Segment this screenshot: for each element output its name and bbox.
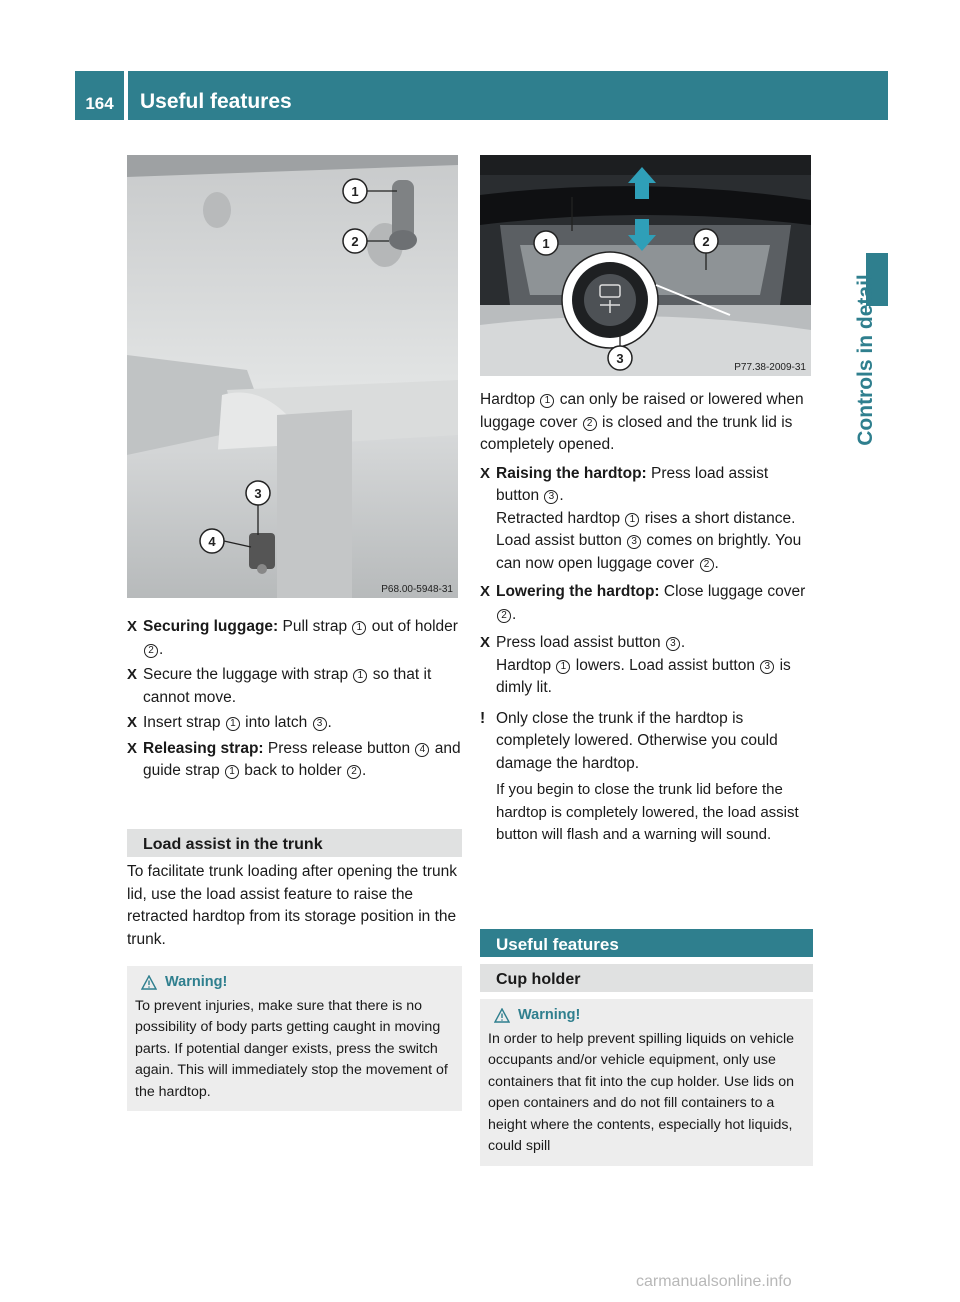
header-title: Useful features	[140, 90, 292, 113]
warning-text-left: To prevent injuries, make sure that there is no possibility of body parts getting caught in moving parts. If potential danger exists, press the switch again. This will immediately stop the movement of the hardtop.	[135, 997, 448, 1100]
callout-3: 3	[254, 486, 262, 501]
section-cup-holder: Cup holder	[480, 964, 813, 992]
section-load-assist: Load assist in the trunk	[127, 829, 462, 857]
right-lower-column	[480, 929, 813, 1166]
left-lower-column	[127, 829, 462, 1111]
note-trunk-close: ! Only close the trunk if the hardtop is completely lowered. Otherwise you could damage the hardtop. If you begin to close the trunk lid before the hardtop is completely lowered, the load assist button will flash and a warning will sound.	[480, 709, 799, 843]
right-column	[480, 389, 813, 847]
header-separator	[124, 71, 128, 120]
figure-code-left: P68.00-5948-31	[381, 584, 453, 595]
step-press-load-assist: X Press load assist button 3 . Hardtop 1 lowers. Load assist button 3 is dimly lit.	[480, 634, 791, 696]
note-mark: !	[480, 709, 486, 727]
hardtop-load-assist-photo	[480, 155, 811, 376]
warning-title-left: Warning!	[165, 974, 228, 990]
step-secure-luggage: X Secure the luggage with strap 1 so that it cannot move.	[127, 666, 432, 706]
callout-3: 3	[616, 351, 624, 366]
step-lowering-hardtop: X Lowering the hardtop: Close luggage cover 2 .	[480, 583, 806, 623]
step-releasing-strap: X Releasing strap: Press release button 4 and guide strap 1 back to holder 2 .	[127, 739, 461, 779]
page-number: 164	[85, 94, 114, 113]
warning-box-left	[127, 966, 462, 1111]
warning-text-right: In order to help prevent spilling liquids on vehicle occupants and/or vehicle equipment, only use containers that fit into the cup holder. Use lids on open containers and do not fill containers to a height where the contents, especially hot liquids, could spill	[488, 1030, 795, 1154]
callout-2: 2	[351, 234, 359, 249]
step-insert-strap: X Insert strap 1 into latch 3 .	[127, 714, 332, 731]
side-label: Controls in detail	[854, 274, 877, 446]
load-assist-intro: To facilitate trunk loading after opening the trunk lid, use the load assist feature to raise the retracted hardtop from its storage position in the trunk.	[127, 863, 458, 948]
callout-1: 1	[351, 184, 359, 199]
side-label-wrap	[851, 210, 881, 510]
warning-box-right	[480, 999, 813, 1166]
step-securing-luggage: X Securing luggage: Pull strap 1 out of holder 2 .	[127, 618, 458, 658]
hardtop-intro: Hardtop 1 can only be raised or lowered when luggage cover 2 is closed and the trunk lid is completely opened.	[480, 391, 804, 453]
section-useful-features: Useful features	[480, 929, 813, 957]
callout-2: 2	[702, 234, 710, 249]
warning-triangle-icon	[141, 975, 157, 990]
callout-1: 1	[542, 236, 550, 251]
left-column	[127, 616, 462, 786]
trunk-strap-photo	[127, 155, 458, 598]
step-raising-hardtop: X Raising the hardtop: Press load assist button 3 . Retracted hardtop 1 rises a short distance. Load assist button 3 comes on brightly. You can now open luggage cover 2 .	[480, 464, 802, 572]
figure-code-right: P77.38-2009-31	[734, 362, 806, 373]
watermark: carmanualsonline.info	[636, 1273, 792, 1290]
callout-4: 4	[208, 534, 216, 549]
warning-title-right: Warning!	[518, 1007, 581, 1023]
warning-triangle-icon	[494, 1008, 510, 1023]
